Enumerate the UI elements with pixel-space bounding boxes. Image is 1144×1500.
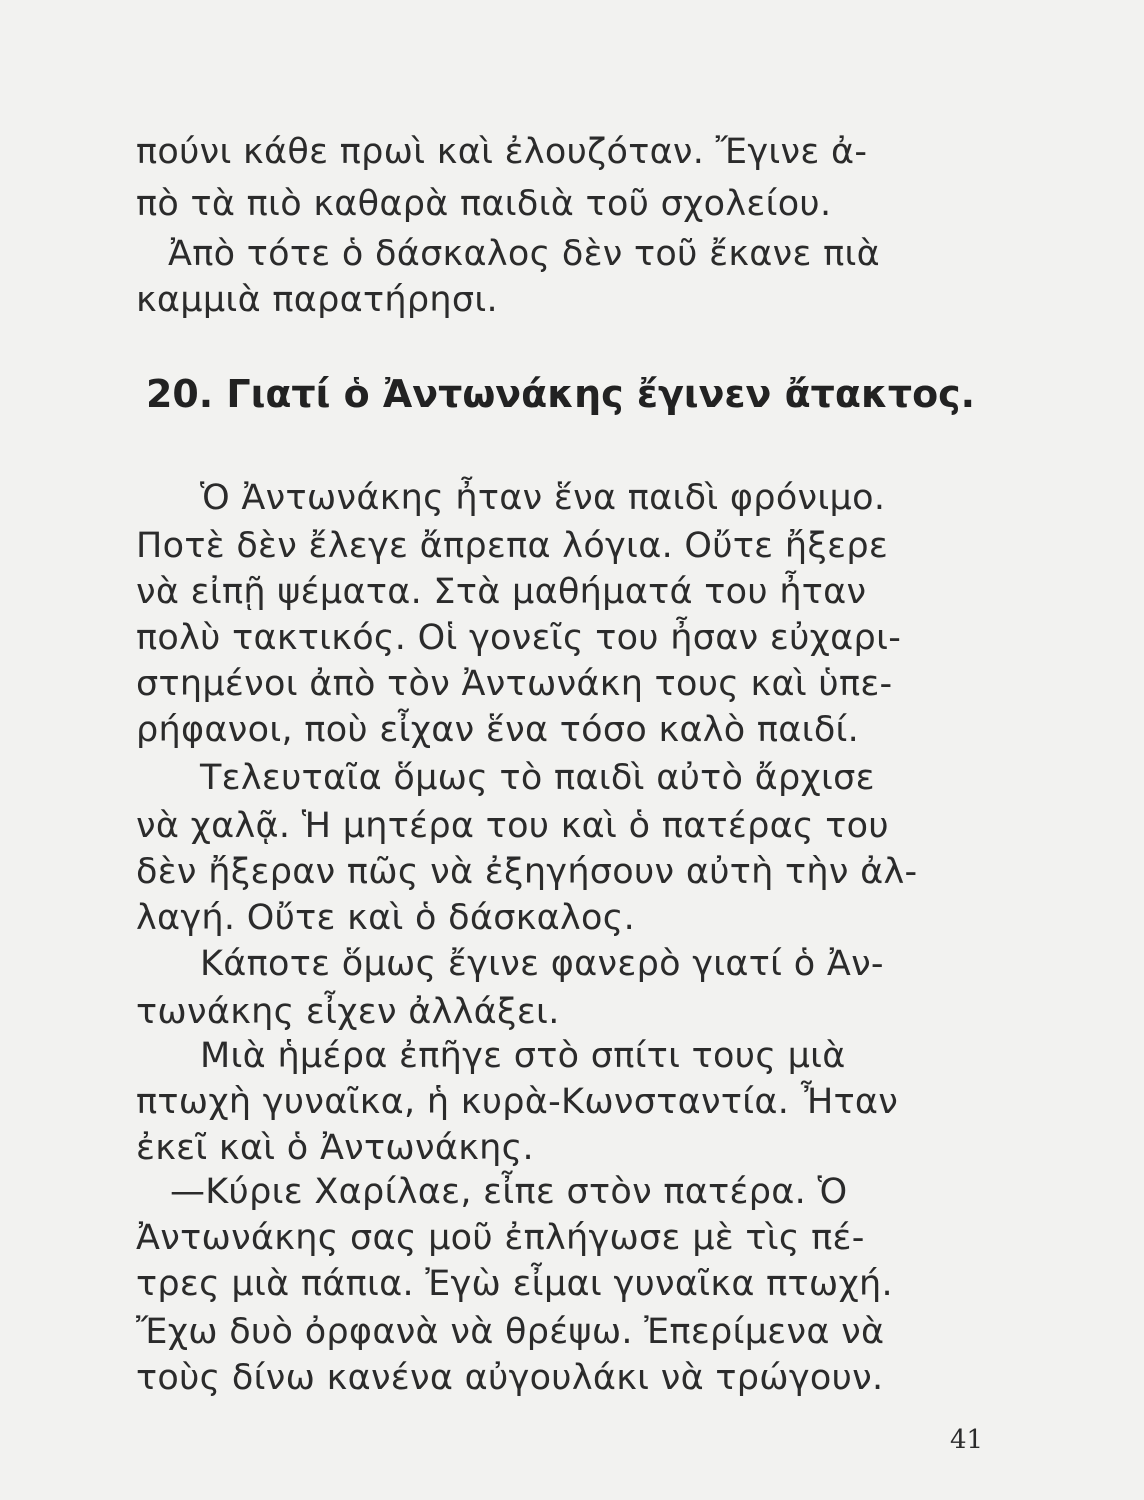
body-line-4: πολὺ τακτικός. Οἱ γονεῖς του ἦσαν εὐχαρι-: [136, 618, 902, 658]
body-line-10: λαγή. Οὔτε καὶ ὁ δάσκαλος.: [136, 898, 636, 938]
body-line-1: Ὁ Ἀντωνάκης ἦταν ἕνα παιδὶ φρόνιμο.: [200, 478, 886, 518]
body-line-3: νὰ εἰπῇ ψέματα. Στὰ μαθήματά του ἦταν: [136, 572, 867, 612]
body-line-16: —Κύριε Χαρίλαε, εἶπε στὸν πατέρα. Ὁ: [170, 1172, 848, 1212]
intro-line-1: πούνι κάθε πρωὶ καὶ ἐλουζόταν. Ἔγινε ἀ-: [136, 132, 868, 172]
body-line-9: δὲν ἤξεραν πῶς νὰ ἐξηγήσουν αὐτὴ τὴν ἀλ-: [136, 852, 918, 892]
page-number: 41: [950, 1425, 984, 1455]
body-line-7: Τελευταῖα ὅμως τὸ παιδὶ αὐτὸ ἄρχισε: [200, 758, 875, 798]
body-line-15: ἐκεῖ καὶ ὁ Ἀντωνάκης.: [136, 1128, 534, 1168]
intro-line-4: καμμιὰ παρατήρησι.: [136, 280, 498, 320]
chapter-title: 20. Γιατί ὁ Ἀντωνάκης ἔγινεν ἄτακτος.: [146, 372, 976, 416]
body-line-5: στημένοι ἀπὸ τὸν Ἀντωνάκη τους καὶ ὑπε-: [136, 664, 893, 704]
body-line-8: νὰ χαλᾷ. Ἡ μητέρα του καὶ ὁ πατέρας του: [136, 806, 889, 846]
body-line-19: Ἔχω δυὸ ὀρφανὰ νὰ θρέψω. Ἐπερίμενα νὰ: [136, 1312, 885, 1352]
body-line-14: πτωχὴ γυναῖκα, ἡ κυρὰ-Κωνσταντία. Ἦταν: [136, 1082, 899, 1122]
body-line-2: Ποτὲ δὲν ἔλεγε ἄπρεπα λόγια. Οὔτε ἤξερε: [136, 526, 889, 566]
body-line-11: Κάποτε ὅμως ἔγινε φανερὸ γιατί ὁ Ἀν-: [200, 944, 884, 984]
body-line-17: Ἀντωνάκης σας μοῦ ἐπλήγωσε μὲ τὶς πέ-: [136, 1218, 865, 1258]
body-line-6: ρήφανοι, ποὺ εἶχαν ἕνα τόσο καλὸ παιδί.: [136, 710, 860, 750]
body-line-20: τοὺς δίνω κανένα αὐγουλάκι νὰ τρώγουν.: [136, 1358, 884, 1398]
body-line-12: τωνάκης εἶχεν ἀλλάξει.: [136, 992, 560, 1032]
intro-line-2: πὸ τὰ πιὸ καθαρὰ παιδιὰ τοῦ σχολείου.: [136, 184, 832, 224]
body-line-18: τρες μιὰ πάπια. Ἐγὼ εἶμαι γυναῖκα πτωχή.: [136, 1264, 893, 1304]
intro-line-3: Ἀπὸ τότε ὁ δάσκαλος δὲν τοῦ ἔκανε πιὰ: [168, 234, 881, 274]
body-line-13: Μιὰ ἡμέρα ἐπῆγε στὸ σπίτι τους μιὰ: [200, 1036, 846, 1076]
